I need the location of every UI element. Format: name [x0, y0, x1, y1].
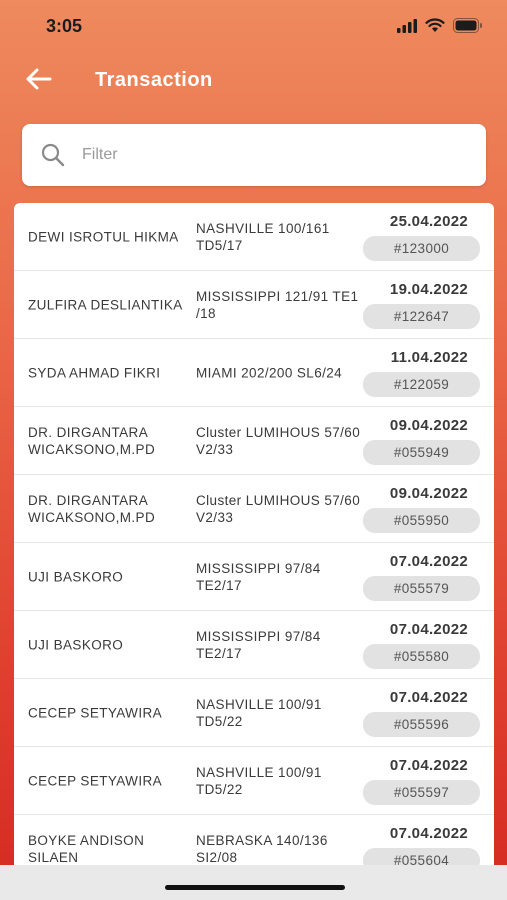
transaction-row[interactable] [14, 815, 494, 865]
status-bar [0, 0, 507, 50]
transaction-date: 09.04.2022 [389, 417, 468, 434]
customer-name: DR. DIRGANTARA WICAKSONO,M.PD [28, 492, 156, 525]
transaction-code-badge: #123000 [363, 236, 480, 261]
page-title: Transaction [95, 69, 213, 91]
search-bar[interactable] [22, 124, 486, 186]
transaction-code-badge: #055950 [363, 508, 480, 533]
transaction-code-badge: #055949 [363, 440, 480, 465]
customer-address: Cluster LUMIHOUS 57/60 V2/33 [196, 492, 361, 525]
transaction-date: 19.04.2022 [389, 281, 468, 298]
customer-address: MISSISSIPPI 97/84 TE2/17 [196, 560, 321, 593]
home-indicator[interactable] [165, 885, 345, 890]
wifi-icon [425, 18, 445, 38]
transaction-date: 07.04.2022 [389, 689, 468, 706]
transaction-row[interactable] [14, 407, 494, 475]
home-bar-area [0, 865, 507, 900]
customer-address: NASHVILLE 100/161 TD5/17 [196, 220, 330, 253]
customer-address: Cluster LUMIHOUS 57/60 V2/33 [196, 424, 361, 457]
transaction-row[interactable] [14, 475, 494, 543]
transaction-code-badge: #055580 [363, 644, 480, 669]
customer-name: UJI BASKORO [28, 637, 124, 652]
customer-name: BOYKE ANDISON SILAEN [28, 832, 145, 865]
app-header [0, 56, 507, 106]
customer-address: NASHVILLE 100/91 TD5/22 [196, 696, 322, 729]
arrow-left-icon [24, 67, 52, 96]
customer-name: DEWI ISROTUL HIKMA [28, 229, 179, 244]
transaction-code-badge: #055596 [363, 712, 480, 737]
transaction-row[interactable] [14, 679, 494, 747]
customer-name: SYDA AHMAD FIKRI [28, 365, 161, 380]
transaction-row[interactable] [14, 339, 494, 407]
transaction-date: 07.04.2022 [389, 825, 468, 842]
transaction-row[interactable] [14, 747, 494, 815]
customer-name: ZULFIRA DESLIANTIKA [28, 297, 183, 312]
transaction-date: 07.04.2022 [389, 757, 468, 774]
customer-address: MIAMI 202/200 SL6/24 [196, 365, 343, 380]
transaction-date: 07.04.2022 [389, 621, 468, 638]
transaction-list [14, 203, 494, 865]
transaction-code-badge: #055597 [363, 780, 480, 805]
transaction-row[interactable] [14, 203, 494, 271]
transaction-row[interactable] [14, 271, 494, 339]
battery-icon [453, 18, 483, 38]
transaction-code-badge: #055604 [363, 848, 480, 865]
transaction-date: 07.04.2022 [389, 553, 468, 570]
transaction-date: 09.04.2022 [389, 485, 468, 502]
transaction-date: 11.04.2022 [390, 349, 468, 366]
transaction-code-badge: #055579 [363, 576, 480, 601]
transaction-code-badge: #122647 [363, 304, 480, 329]
customer-address: NASHVILLE 100/91 TD5/22 [196, 764, 322, 797]
customer-address: MISSISSIPPI 97/84 TE2/17 [196, 628, 321, 661]
customer-address: NEBRASKA 140/136 SI2/08 [196, 832, 328, 865]
signal-icon [397, 19, 417, 38]
transaction-date: 25.04.2022 [389, 213, 468, 230]
customer-name: CECEP SETYAWIRA [28, 705, 163, 720]
transaction-row[interactable] [14, 611, 494, 679]
search-icon [38, 140, 68, 170]
transaction-code-badge: #122059 [363, 372, 480, 397]
back-button[interactable] [20, 66, 56, 96]
filter-input[interactable] [82, 146, 462, 164]
status-time: 3:05 [46, 16, 83, 36]
customer-name: UJI BASKORO [28, 569, 124, 584]
customer-name: CECEP SETYAWIRA [28, 773, 163, 788]
transaction-row[interactable] [14, 543, 494, 611]
status-icons [397, 18, 483, 38]
customer-name: DR. DIRGANTARA WICAKSONO,M.PD [28, 424, 156, 457]
customer-address: MISSISSIPPI 121/91 TE1 /18 [196, 288, 359, 321]
